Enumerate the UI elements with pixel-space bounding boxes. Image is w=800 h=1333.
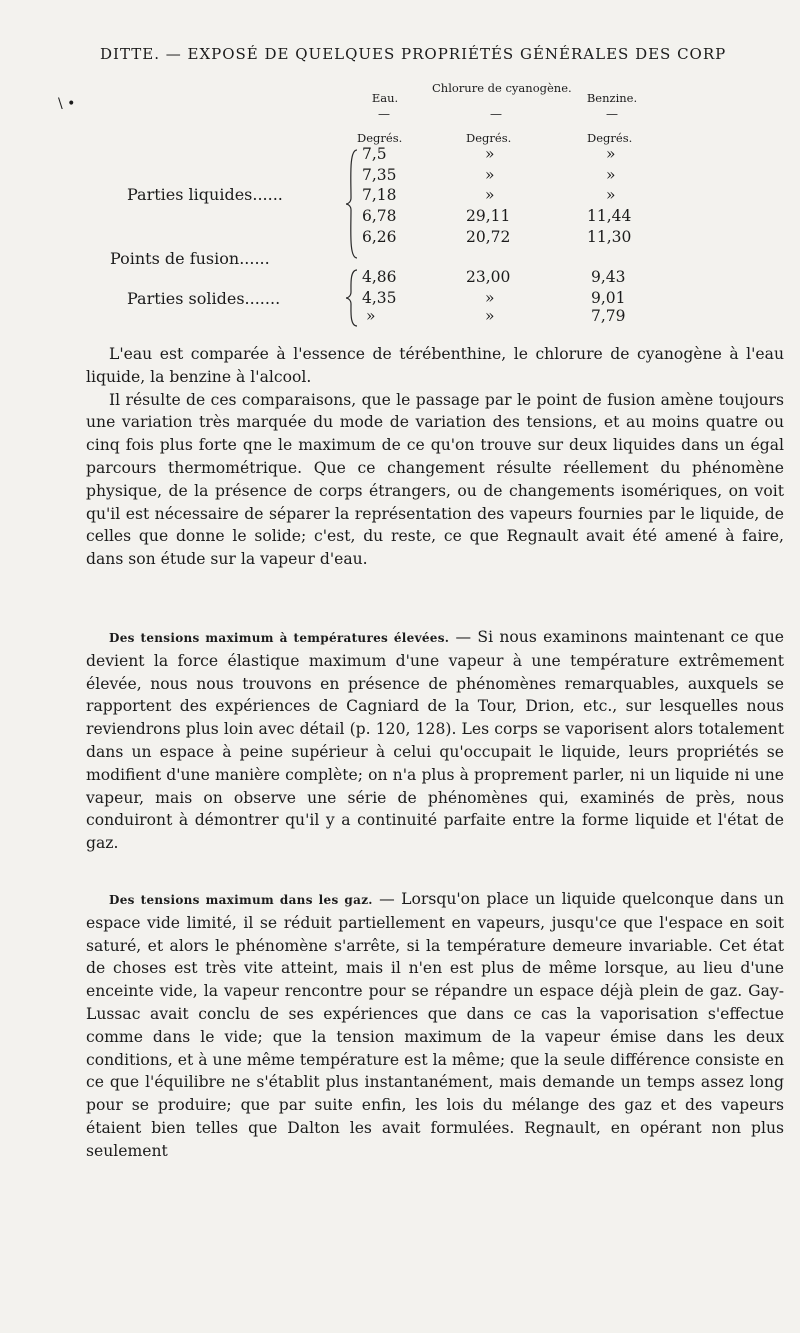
table-cell: »	[606, 145, 616, 163]
table-cell: 7,5	[362, 145, 387, 163]
row-label-points-de-fusion: Points de fusion......	[110, 249, 270, 268]
row-label-parties-solides: Parties solides.......	[127, 289, 281, 308]
paragraph	[86, 888, 784, 1163]
table-cell: »	[485, 289, 495, 307]
table-cell: 11,30	[587, 228, 632, 246]
unit-label: Degrés.	[466, 131, 512, 145]
margin-mark: \ •	[58, 96, 76, 112]
table-cell: »	[485, 166, 495, 184]
column-dash: —	[378, 107, 390, 121]
table-cell: »	[366, 307, 376, 325]
table-cell: 7,79	[591, 307, 626, 325]
table-cell: 9,43	[591, 268, 626, 286]
section-body: — Lorsqu'on place un liquide quelconque dans un espace vide limité, il se réduit partiellement en vapeurs, jusqu'ce que l'espace en soit saturé, et alors le phénomène s'arrête, si la température demeure invariable. Cet état de choses est très vite atteint, mais il n'en est plus de même lorsque, au lieu d'une enceinte vide, la vapeur rencontre pour se répandre un espace déjà plein de gaz. Gay-Lussac avait conclu de ses expériences que dans ce cas la vaporisation s'effectue comme dans le vide; que la tension maximum de la vapeur émise dans les deux conditions, et à une même température est la même; que la seule différence consiste en ce que l'équilibre ne s'établit plus instantanément, mais demande un temps assez long pour se produire; que par suite enfin, les lois du mélange des gaz et des vapeurs étaient bien telles que Dalton les avait formulées. Regnault, en opérant non plus seulement	[86, 890, 784, 1160]
table-cell: 7,18	[362, 186, 397, 204]
column-dash: —	[606, 107, 618, 121]
table-cell: 4,35	[362, 289, 397, 307]
section-tensions-temperatures-elevees	[86, 626, 784, 855]
column-header-eau: Eau.	[371, 91, 399, 105]
table-cell: »	[485, 186, 495, 204]
brace-liquides	[345, 148, 359, 260]
table-cell: 29,11	[466, 207, 511, 225]
brace-solides	[345, 268, 359, 328]
table-cell: »	[606, 166, 616, 184]
table-cell: 23,00	[466, 268, 511, 286]
paragraph: L'eau est comparée à l'essence de térébenthine, le chlorure de cyanogène à l'eau liquide, la benzine à l'alcool.	[86, 345, 784, 386]
unit-label: Degrés.	[587, 131, 633, 145]
section-title: Des tensions maximum à températures élevées.	[109, 631, 450, 645]
table-cell: 20,72	[466, 228, 511, 246]
table-cell: 6,26	[362, 228, 397, 246]
body-text	[86, 343, 784, 571]
section-title: Des tensions maximum dans les gaz.	[109, 893, 373, 907]
paragraph	[86, 626, 784, 855]
table-cell: »	[485, 307, 495, 325]
section-body: — Si nous examinons maintenant ce que devient la force élastique maximum d'une vapeur à une température extrêmement élevée, nous nous trouvons en présence de phénomènes remarquables, auxquels se rapportent des expériences de Cagniard de la Tour, Drion, etc., sur lesquelles nous reviendrons plus loin avec détail (p. 120, 128). Les corps se vaporisent alors totalement dans un espace à peine supérieur à celui qu'occupait le liquide, leurs propriétés se modifient d'une manière complète; on n'a plus à proprement parler, ni un liquide ni une vapeur, mais on observe une série de phénomènes qui, examinés de près, nous conduiront à démontrer qu'il y a continuité parfaite entre la forme liquide et l'état de gaz.	[86, 628, 784, 853]
paragraph: Il résulte de ces comparaisons, que le passage par le point de fusion amène toujours une variation très marquée du mode de variation des tensions, et au moins quatre ou cinq fois plus forte qne le maximum de ce qu'on trouve sur deux liquides dans un égal parcours thermométrique. Que ce changement résulte réellement du phénomène physique, de la présence de corps étrangers, ou de changements isomériques, on voit qu'il est nécessaire de séparer la représentation des vapeurs fournies par le liquide, de celles que donne le solide; c'est, du reste, ce que Regnault avait été amené à faire, dans son étude sur la vapeur d'eau.	[86, 390, 784, 569]
table-cell: 9,01	[591, 289, 626, 307]
column-header-chlorure: Chlorure de cyanogène.	[432, 81, 572, 95]
column-dash: —	[490, 107, 502, 121]
running-header: DITTE. — EXPOSÉ DE QUELQUES PROPRIÉTÉS GÉNÉRALES DES CORP	[100, 45, 727, 63]
table-cell: 11,44	[587, 207, 632, 225]
table-cell: 7,35	[362, 166, 397, 184]
column-header-benzine: Benzine.	[586, 91, 638, 105]
table-cell: »	[606, 186, 616, 204]
unit-label: Degrés.	[357, 131, 403, 145]
table-cell: »	[485, 145, 495, 163]
table-cell: 6,78	[362, 207, 397, 225]
section-tensions-gaz	[86, 888, 784, 1163]
row-label-parties-liquides: Parties liquides......	[127, 185, 283, 204]
table-cell: 4,86	[362, 268, 397, 286]
